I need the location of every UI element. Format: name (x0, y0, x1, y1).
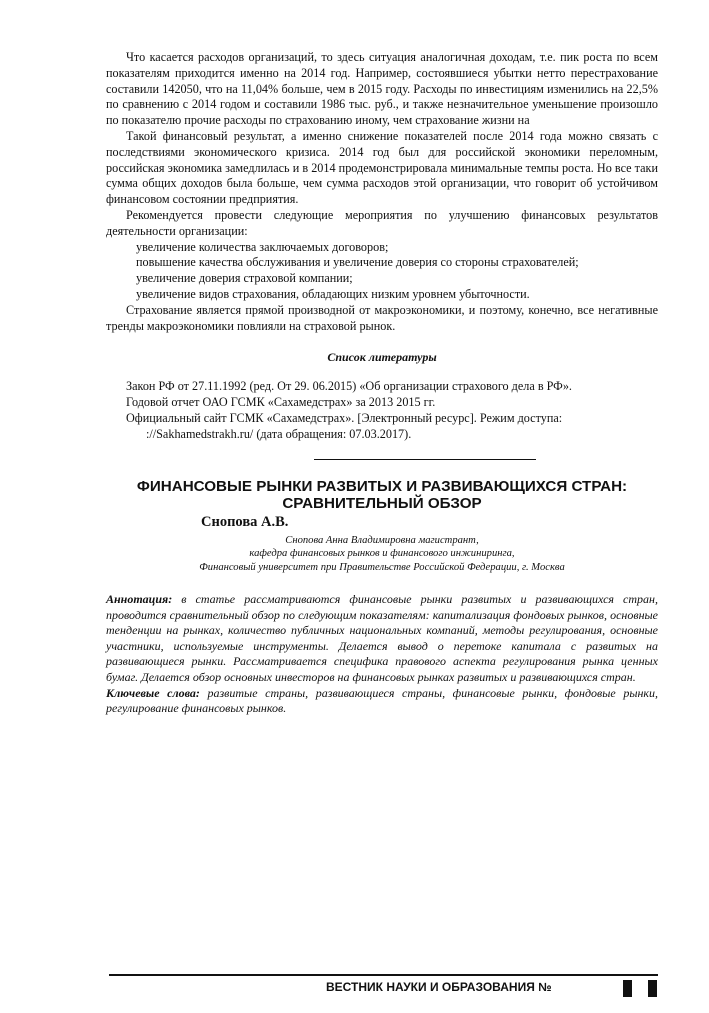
article-author: Снопова А.В. (201, 513, 289, 530)
paragraph-expenses: Что касается расходов организаций, то здесь ситуация аналогичная доходам, т.е. пик роста по всем показателям приходится именно на 2014 год. Например, состоявшиеся убытки нетто перестрахование составили 142050, что на 11,04% больше, чем в 2015 году. Расходы по инвестициям изменились на 22,5% по сравнению с 2014 годом и составили 1986 тыс. руб., и также незначительное уменьшение произошло по показателю прочие расходы по страхованию иному, чем страхование жизни на (106, 50, 658, 128)
page-content (106, 50, 658, 717)
author-affiliation (106, 534, 658, 575)
references-title: Список литературы (327, 350, 437, 365)
affiliation-line: Финансовый университет при Правительстве Российской Федерации, г. Москва (199, 561, 565, 573)
reference-item-continuation: ://Sakhamedstrakh.ru/ (дата обращения: 07.03.2017). (146, 426, 412, 441)
affiliation-line: кафедра финансовых рынков и финансового инжиниринга, (249, 548, 515, 560)
paragraph-financial-result: Такой финансовый результат, а именно снижение показателей после 2014 года можно связать с последствиями экономического кризиса. 2014 год был для российской экономики переломным, российская экономика замедлилась и в 2014 продемонстрировала минимальные темпы роста. Но все таки сумма общих доходов была больше, чем сумма расходов этой организации, что говорит об устойчивом финансовом состоянии предприятия. (106, 128, 658, 207)
journal-name: ВЕСТНИК НАУКИ И ОБРАЗОВАНИЯ № (326, 980, 552, 994)
footer-rule (109, 974, 658, 976)
reference-item: Закон РФ от 27.11.1992 (ред. От 29. 06.2015) «Об организации страхового дела в РФ». (126, 379, 572, 394)
reference-item: Официальный сайт ГСМК «Сахамедстрах». [Электронный ресурс]. Режим доступа: (126, 410, 563, 425)
footer-marker (648, 980, 657, 997)
paragraph-recommendations: Рекомендуется провести следующие мероприятия по улучшению финансовых результатов деятельности организации: (106, 207, 658, 238)
list-item: повышение качества обслуживания и увеличение доверия со стороны страхователей; (136, 255, 579, 270)
footer-marker (623, 980, 632, 997)
paragraph-conclusion: Страхование является прямой производной от макроэкономики, и поэтому, конечно, все негативные тренды макроэкономики повлияли на страховой рынок. (106, 302, 658, 333)
reference-item: Годовой отчет ОАО ГСМК «Сахамедстрах» за 2013 2015 гг. (126, 395, 436, 410)
list-item: увеличение доверия страховой компании; (136, 271, 353, 286)
keywords-text: развитые страны, развивающиеся страны, финансовые рынки, фондовые рынки, регулирование финансовых рынков. (106, 685, 659, 716)
article-title (106, 478, 658, 512)
abstract-label: Аннотация: (106, 592, 173, 607)
list-item: увеличение видов страхования, обладающих низким уровнем убыточности. (136, 286, 530, 301)
abstract (106, 592, 658, 686)
section-divider (314, 459, 536, 460)
article-title-line: СРАВНИТЕЛЬНЫЙ ОБЗОР (282, 494, 482, 512)
list-item: увеличение количества заключаемых договоров; (136, 239, 389, 254)
article-title-line: ФИНАНСОВЫЕ РЫНКИ РАЗВИТЫХ И РАЗВИВАЮЩИХСЯ СТРАН: (136, 477, 628, 495)
abstract-text: в статье рассматриваются финансовые рынки развитых и развивающихся стран, проводится сравнительный обзор по следующим показателям: капитализация фондовых рынков, основные тенденции на рынках, количество публичных национальных компаний, методы регулирования, основные участники, используемые инструменты. Делается вывод о перетоке капитала с развитых на развивающиеся рынки. Рассматривается специфика правового аспекта регулирования рынка ценных бумаг. Делается обзор основных инвесторов на финансовых рынках развитых и развивающихся стран. (106, 592, 658, 684)
keywords-label: Ключевые слова: (106, 685, 200, 700)
affiliation-line: Снопова Анна Владимировна магистрант, (285, 534, 479, 546)
keywords (106, 686, 658, 717)
